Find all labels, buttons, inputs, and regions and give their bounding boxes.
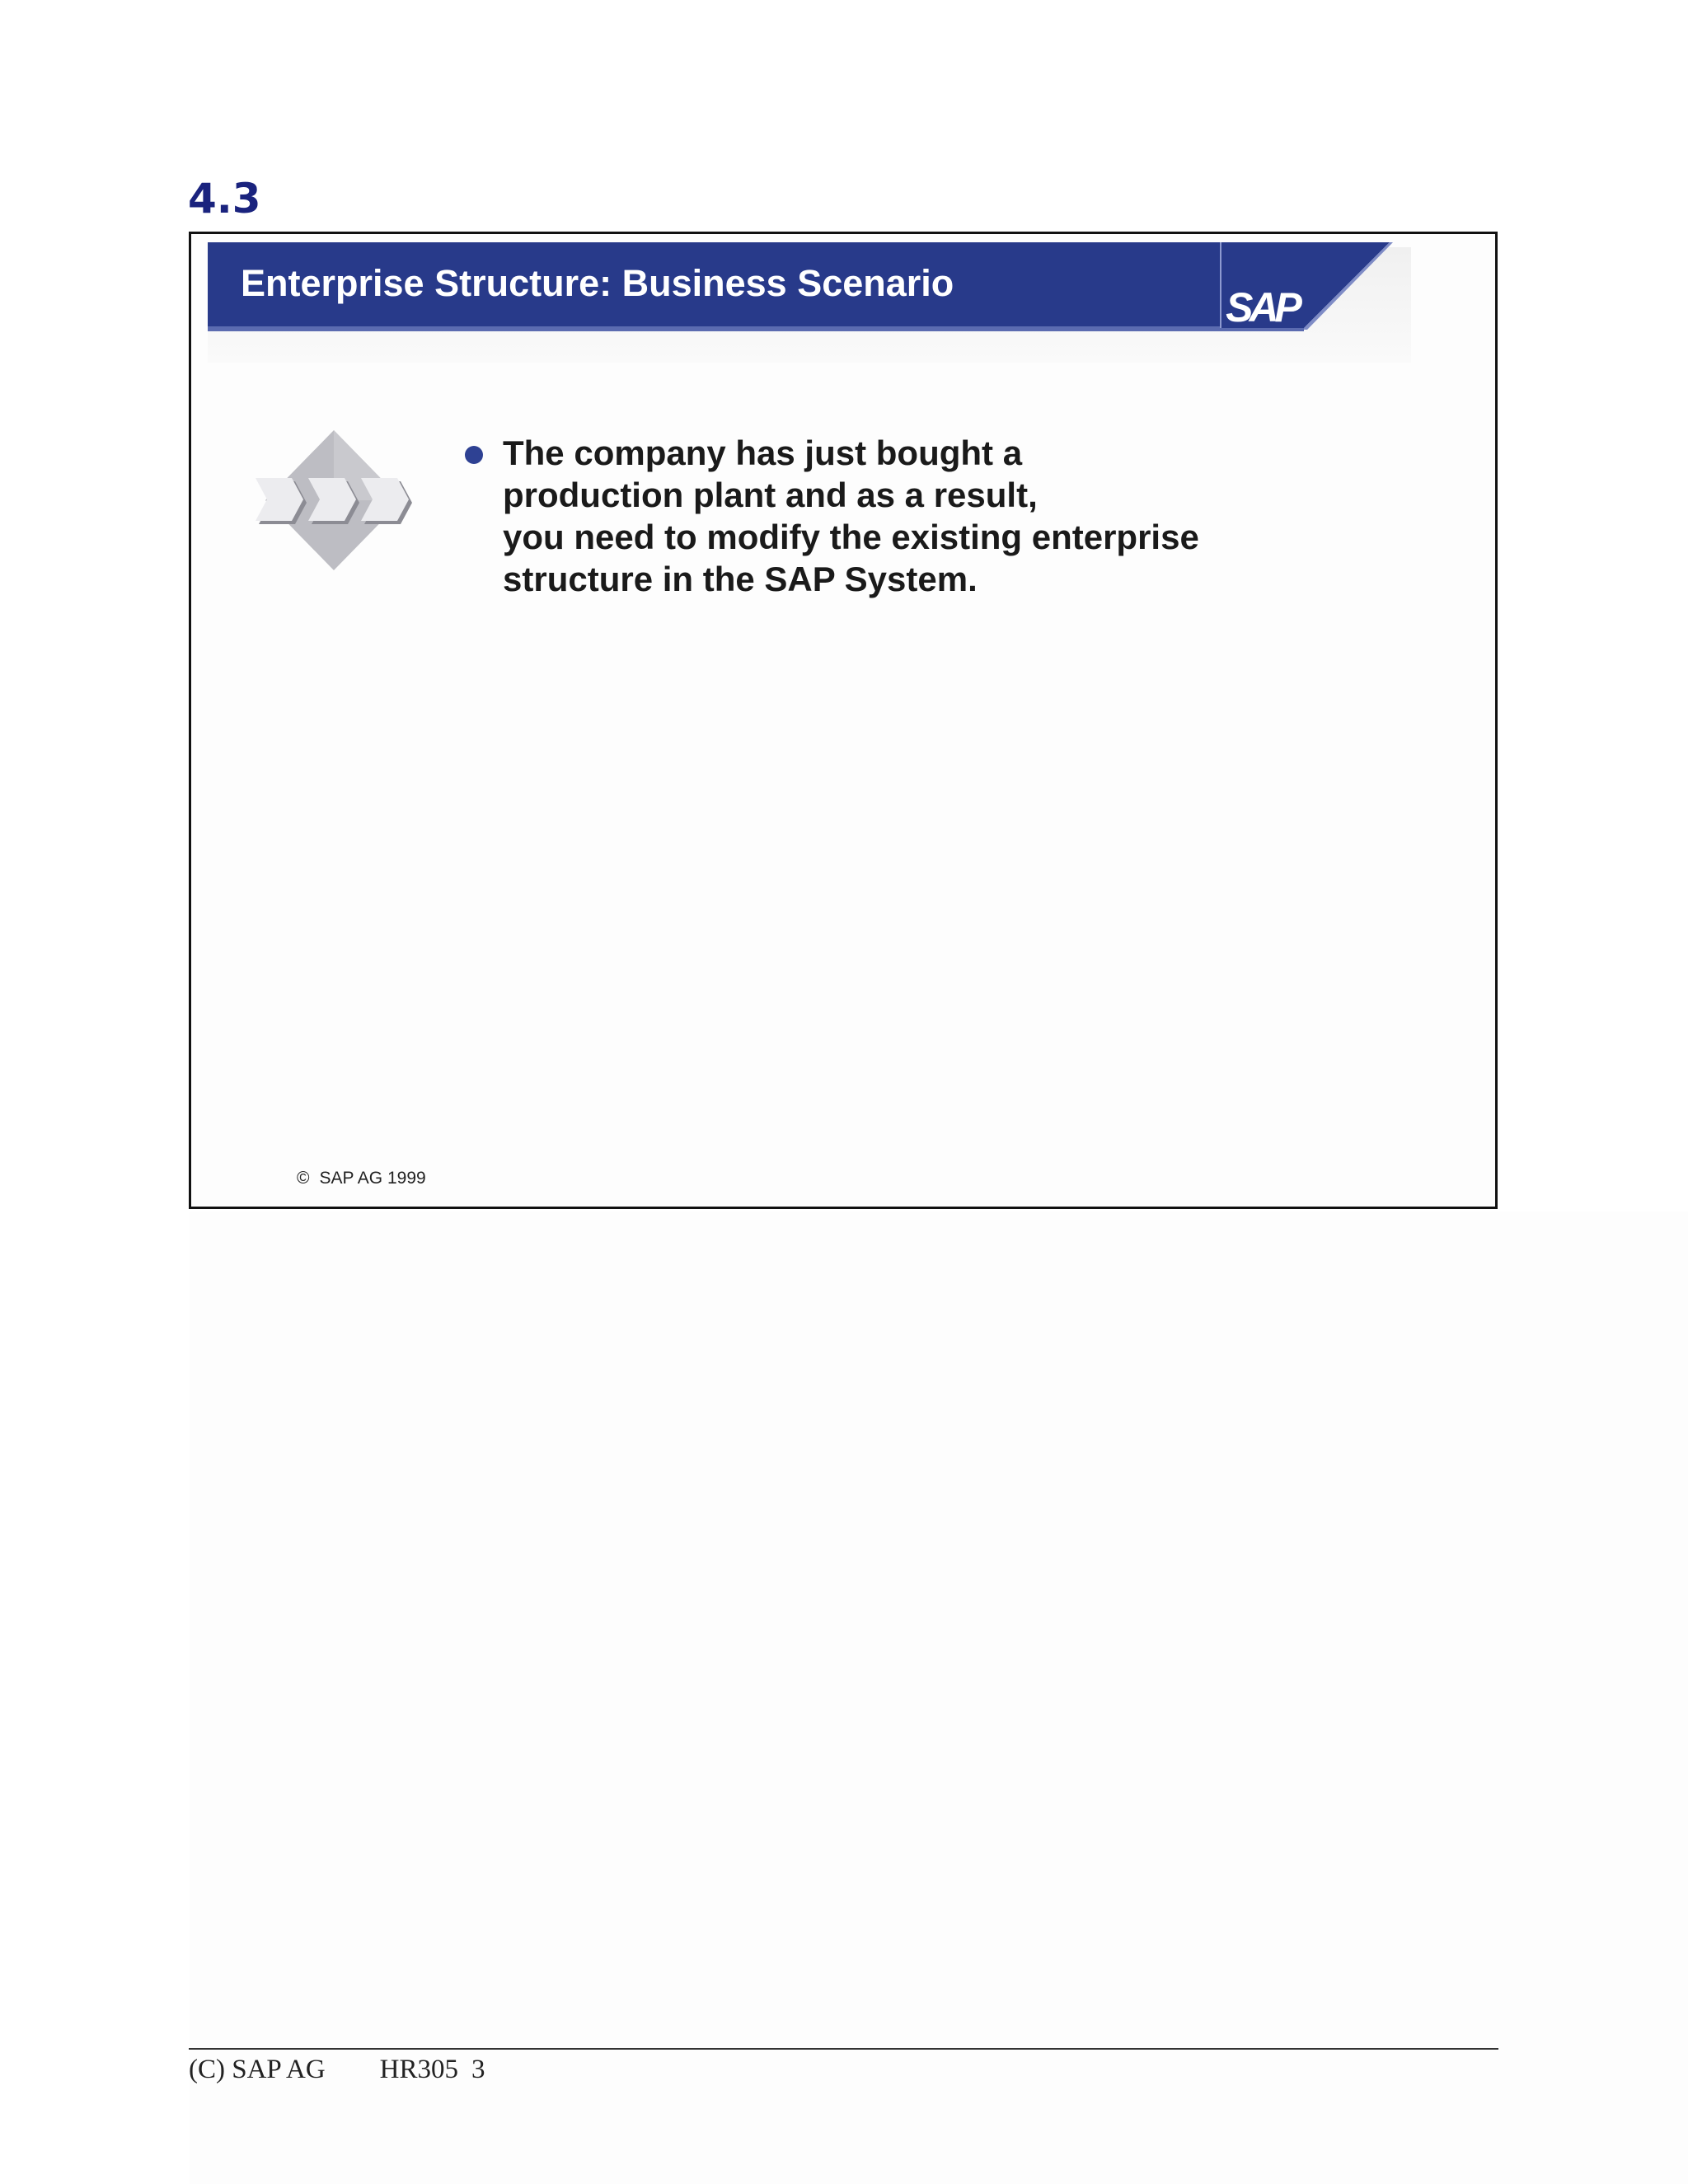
footer-company: (C) SAP AG [189, 2055, 326, 2084]
bullet-text [503, 432, 1327, 600]
title-band-underline [208, 326, 1304, 331]
footer-course: HR305 [379, 2055, 458, 2084]
business-scenario-chevrons-icon [247, 429, 420, 573]
slide-title: Enterprise Structure: Business Scenario [241, 262, 954, 304]
logo-slant-stripe [1304, 242, 1395, 330]
sap-logo: SAP [1226, 284, 1298, 330]
slide-copyright [297, 1169, 426, 1188]
footer-page-number: 3 [471, 2055, 485, 2084]
copyright-symbol: © [297, 1169, 310, 1188]
slide-frame [189, 232, 1498, 1209]
page-background [190, 1212, 1688, 2184]
bullet-line: The company has just bought a [503, 434, 1023, 472]
bullet-dot [465, 446, 483, 464]
section-number: 4.3 [188, 175, 261, 223]
bullet-line: you need to modify the existing enterprise [503, 518, 1199, 556]
page-footer [189, 2055, 499, 2085]
footer-rule [189, 2048, 1498, 2050]
bullet-line: structure in the SAP System. [503, 560, 978, 598]
bullet-line: production plant and as a result, [503, 476, 1038, 514]
copyright-text: SAP AG 1999 [319, 1169, 426, 1188]
